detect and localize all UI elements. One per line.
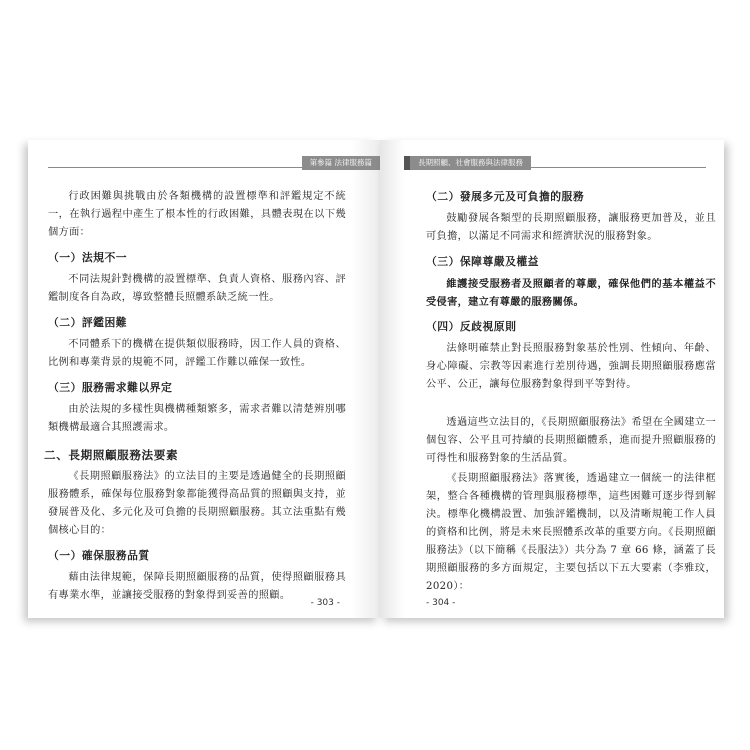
section-heading: 二、長期照顧服務法要素 bbox=[44, 448, 179, 462]
item2-heading: （二）評鑑困難 bbox=[48, 316, 128, 329]
summary-paragraph-2: 《長期照顧服務法》落實後，透過建立一個統一的法律框架，整合各種機構的管理與服務標準，這些困難可逐步得到解決。標準化機構設置、加強評鑑機制，以及清晰規範工作人員的資格和比例，將是未來長照體系改革的重要方向。《長期照顧服務法》（以下簡稱《長服法》）共分為 7 章 66 條，涵蓋了長期照顧服務的多方面規定，主要包括以下五大要素（李雅玟，2020）： bbox=[426, 473, 716, 592]
goal1-paragraph: 藉由法律規範，保障長期照顧服務的品質，使得照顧服務具有專業水準，並讓接受服務的對象得到妥善的照顧。 bbox=[48, 572, 346, 601]
page-number: - 303 - bbox=[310, 598, 340, 608]
goal1-heading: （一）確保服務品質 bbox=[48, 549, 150, 562]
goal3-paragraph: 維護接受服務者及照顧者的尊嚴，確保他們的基本權益不受侵害，建立有尊嚴的服務關係。 bbox=[426, 278, 716, 308]
item1-paragraph: 不同法規針對機構的設置標準、負責人資格、服務內容、評鑑制度各自為政，導致整體長照體系缺乏統一性。 bbox=[48, 274, 346, 303]
section-paragraph: 《長期照顧服務法》的立法目的主要是透過健全的長期照顧服務體系，確保每位服務對象都能獲得高品質的照顧與支持，並發展普及化、多元化及可負擔的長期照顧服務。其立法重點有幾個核心目的： bbox=[48, 471, 346, 536]
intro-paragraph: 行政困難與挑戰由於各類機構的設置標準和評鑑規定不統一，在執行過程中產生了根本性的行政困難，具體表現在以下幾個方面： bbox=[48, 191, 346, 238]
goal3-heading: （三）保障尊嚴及權益 bbox=[426, 255, 539, 268]
item2-paragraph: 不同體系下的機構在提供類似服務時，因工作人員的資格、比例和專業背景的規範不同，評鑑工作難以確保一致性。 bbox=[48, 339, 346, 368]
running-header: 第參篇 法律服務篇 bbox=[302, 156, 380, 170]
item3-heading: （三）服務需求難以界定 bbox=[48, 381, 173, 394]
left-text-column bbox=[44, 188, 346, 605]
goal4-heading: （四）反歧視原則 bbox=[426, 320, 517, 333]
goal4-paragraph: 法條明確禁止對長照服務對象基於性別、性傾向、年齡、身心障礙、宗教等因素進行差別待遇，強調長期照顧服務應當公平、公正，讓每位服務對象得到平等對待。 bbox=[426, 343, 716, 390]
summary-paragraph-1: 透過這些立法目的，《長期照顧服務法》希望在全國建立一個包容、公平且可持續的長期照顧體系，進而提升照顧服務的可得性和服務對象的生活品質。 bbox=[426, 417, 716, 464]
left-page bbox=[28, 140, 380, 618]
goal2-paragraph: 鼓勵發展各類型的長期照顧服務，讓服務更加普及，並且可負擔，以滿足不同需求和經濟狀況的服務對象。 bbox=[426, 213, 716, 242]
item1-heading: （一）法規不一 bbox=[48, 251, 128, 264]
item3-paragraph: 由於法規的多樣性與機構種類繁多，需求者難以清楚辨別哪類機構最適合其照護需求。 bbox=[48, 404, 346, 433]
right-page bbox=[380, 140, 724, 618]
right-text-column bbox=[426, 188, 716, 596]
page-number: - 304 - bbox=[426, 598, 456, 608]
goal2-heading: （二）發展多元及可負擔的服務 bbox=[426, 190, 585, 203]
running-header: 長期照顧、社會服務與法律服務 bbox=[410, 156, 531, 170]
